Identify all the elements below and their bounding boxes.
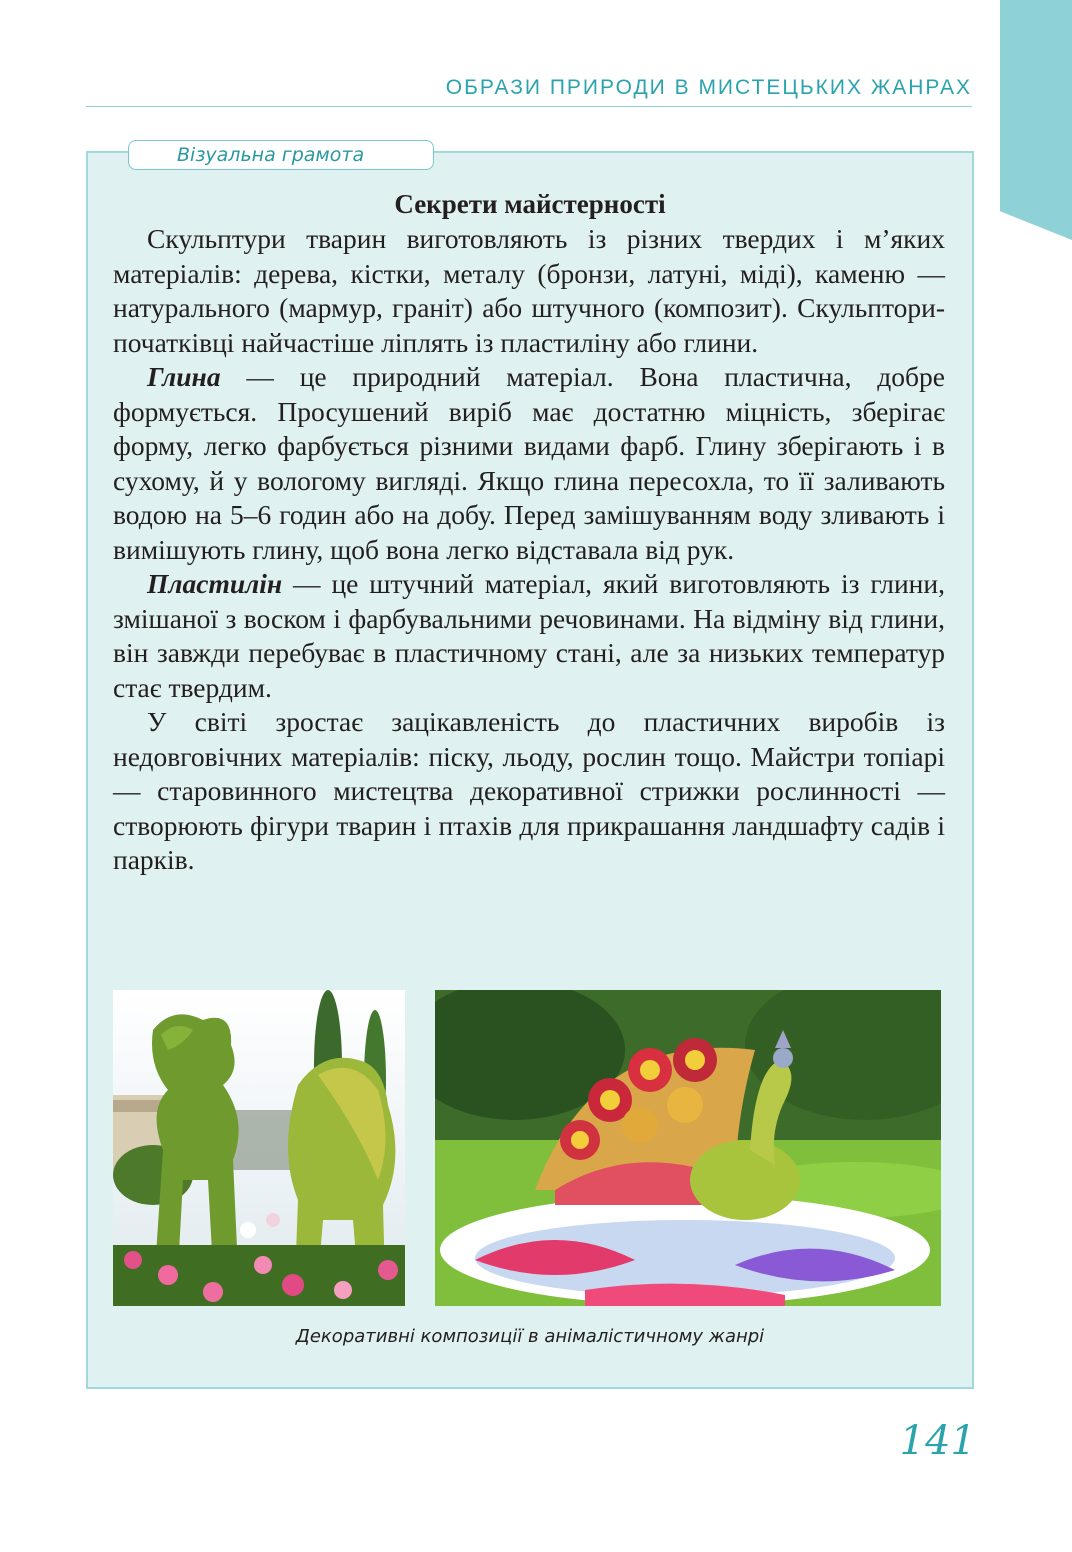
paragraph bbox=[113, 222, 945, 360]
paragraph bbox=[113, 705, 945, 878]
paragraph bbox=[113, 567, 945, 705]
body-text bbox=[113, 222, 945, 878]
paragraph-text: Скульптури тварин виготовляють із різних твердих і м’яких матеріалів: дерева, кістки, металу (бронзи, латуні, міді), каменю — натурального (мармур, граніт) або штучного (композит). Скульптори-початківці найчастіше ліплять із пластиліну або глини. bbox=[113, 223, 945, 358]
box-title: Секрети майстерності bbox=[394, 189, 666, 219]
paragraph-text: — це штучний матеріал, який виготовляють із глини, змішаної з воском і фарбувальними речовинами. На відміну від глини, він завжди перебуває в пластичному стані, але за низьких температур стає твердим. bbox=[113, 568, 945, 703]
topiary-dogs-photo bbox=[113, 990, 405, 1306]
paragraph bbox=[113, 360, 945, 567]
paragraph-text: У світі зростає зацікавленість до пластичних виробів із недовговічних матеріалів: піску, льоду, рослин тощо. Майстри топіарі — старовинного мистецтва декоративної стрижки рослинності — створюють фігури тварин і птахів для прикрашання ландшафту садів і парків. bbox=[113, 706, 945, 875]
flower-peacock-photo bbox=[435, 990, 941, 1306]
term: Глина bbox=[147, 361, 221, 392]
figure-caption: Декоративні композиції в анімалістичному жанрі bbox=[295, 1326, 765, 1347]
page-number: 141 bbox=[899, 1418, 976, 1464]
term: Пластилін bbox=[147, 568, 283, 599]
paragraph-text: — це природний матеріал. Вона пластична, добре формується. Просушений виріб має достатню міцність, зберігає форму, легко фарбується різними видами фарб. Глину зберігають і в сухому, й у вологому вигляді. Якщо глина пересохла, то її заливають водою на 5–6 годин або на добу. Перед замішуванням воду зливають і вимішують глину, щоб вона легко відставала від рук. bbox=[113, 361, 945, 565]
section-label: Візуальна грамота bbox=[128, 140, 434, 170]
running-head: ОБРАЗИ ПРИРОДИ В МИСТЕЦЬКИХ ЖАНРАХ bbox=[445, 76, 972, 99]
header-rule bbox=[86, 106, 972, 107]
corner-tab-decoration bbox=[1000, 0, 1072, 240]
